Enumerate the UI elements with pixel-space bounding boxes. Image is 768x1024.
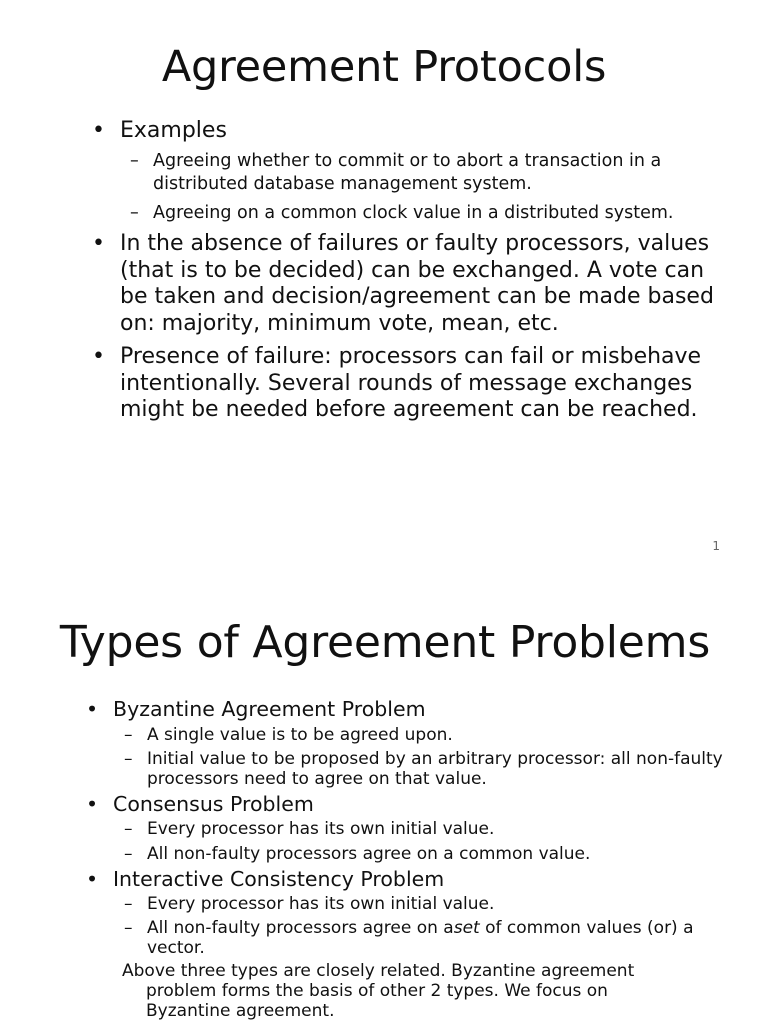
bullet-interactive-consistency — [86, 866, 444, 892]
bullet-marker: • — [86, 867, 99, 891]
closing-note — [122, 961, 642, 1021]
bullet-text: Examples — [120, 118, 227, 143]
subitem-text: Every processor has its own initial value. — [147, 894, 495, 914]
dash-marker: – — [124, 749, 133, 769]
subitem-text-before: All non-faulty processors agree on a — [147, 918, 454, 938]
subitem-common-value — [124, 844, 724, 864]
subitem-own-initial-value — [124, 894, 724, 914]
dash-marker: – — [124, 725, 133, 745]
subitem-set-of-values — [124, 918, 724, 958]
slide-2 — [0, 565, 768, 1024]
bullet-marker: • — [92, 118, 105, 143]
dash-marker: – — [124, 844, 133, 864]
subitem-own-initial-value — [124, 819, 724, 839]
page-number: 1 — [712, 539, 720, 553]
bullet-text: Consensus Problem — [113, 792, 314, 816]
bullet-marker: • — [86, 697, 99, 721]
slide-1-title: Agreement Protocols — [161, 42, 607, 92]
dash-marker: – — [130, 151, 139, 171]
bullet-examples — [92, 117, 227, 145]
bullet-text: In the absence of failures or faulty processors, values (that is to be decided) can be exchanged. A vote can be taken and decision/agreement can be made based on: majority, minimum vote, mean, etc. — [120, 231, 714, 336]
bullet-text: Presence of failure: processors can fail or misbehave intentionally. Several rounds of message exchanges might be needed before agreement can be reached. — [120, 344, 702, 422]
subitem-initial-value — [124, 749, 724, 789]
subitem-text: A single value is to be agreed upon. — [147, 725, 453, 745]
dash-marker: – — [130, 203, 139, 223]
subitem-text: Initial value to be proposed by an arbitrary processor: all non-faulty processors need to agree on that value. — [147, 749, 723, 789]
bullet-presence-of-failure — [92, 344, 732, 424]
subitem-text: Agreeing on a common clock value in a distributed system. — [153, 203, 674, 223]
closing-note-text: Above three types are closely related. Byzantine agreement problem forms the basis of other 2 types. We focus on Byzantine agreement. — [122, 961, 635, 1021]
bullet-marker: • — [86, 792, 99, 816]
subitem-text — [124, 918, 724, 958]
subitem-text-after: of common values (or) a vector. — [147, 918, 694, 958]
bullet-marker: • — [92, 231, 105, 256]
bullet-absence-of-failures — [92, 231, 732, 337]
bullet-byzantine — [86, 696, 426, 722]
dash-marker: – — [124, 894, 133, 914]
slide-2-title: Types of Agreement Problems — [59, 617, 711, 668]
subitem-commit-abort — [130, 150, 730, 196]
subitem-text: All non-faulty processors agree on a common value. — [147, 844, 591, 864]
dash-marker: – — [124, 819, 133, 839]
subitem-single-value — [124, 725, 724, 745]
subitem-text: Agreeing whether to commit or to abort a transaction in a distributed database management system. — [153, 151, 662, 194]
dash-marker: – — [124, 918, 133, 938]
bullet-marker: • — [92, 344, 105, 369]
subitem-text-italic: set — [453, 918, 480, 938]
subitem-clock-value — [130, 202, 730, 225]
bullet-consensus — [86, 791, 314, 817]
bullet-text: Byzantine Agreement Problem — [113, 697, 426, 721]
bullet-text: Interactive Consistency Problem — [113, 867, 445, 891]
subitem-text: Every processor has its own initial value. — [147, 819, 495, 839]
